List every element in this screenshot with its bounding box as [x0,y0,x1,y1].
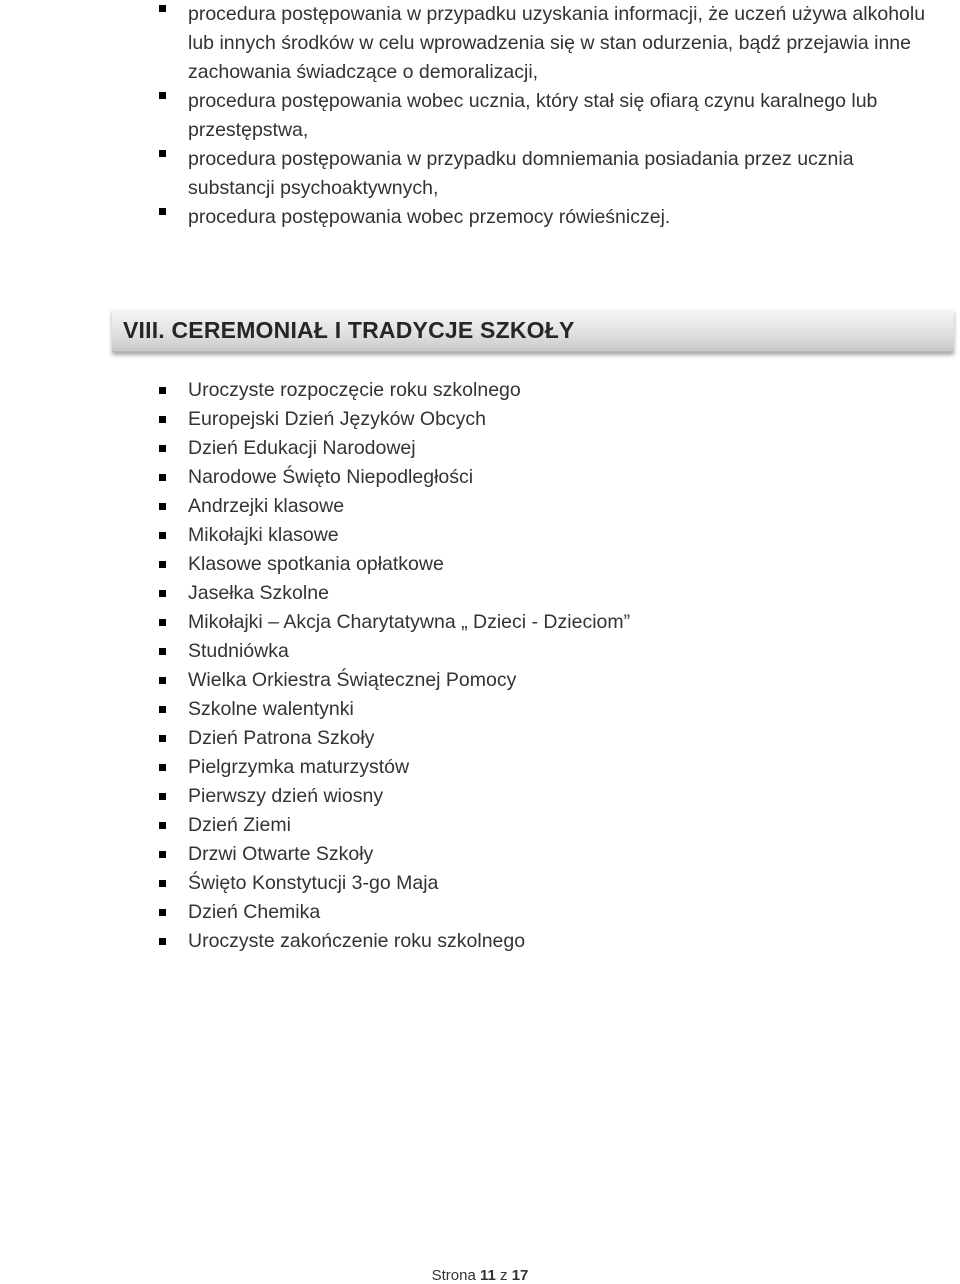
section-header [112,309,954,352]
list-item [158,521,928,550]
list-item-text: Mikołajki klasowe [188,524,339,546]
square-bullet-icon [159,92,166,99]
square-bullet-icon [159,851,166,858]
square-bullet-icon [159,387,166,394]
list-item-text: Dzień Edukacji Narodowej [188,437,416,459]
list-item-text: Szkolne walentynki [188,698,354,720]
square-bullet-icon [159,474,166,481]
list-item-text: Dzień Chemika [188,901,321,923]
list-item-text: Uroczyste rozpoczęcie roku szkolnego [188,379,521,401]
square-bullet-icon [159,822,166,829]
square-bullet-icon [159,445,166,452]
square-bullet-icon [159,880,166,887]
list-item [158,840,928,869]
footer-prefix: Strona [431,1267,476,1284]
list-item [158,898,928,927]
list-item-text: Studniówka [188,640,289,662]
list-item-text: Dzień Patrona Szkoły [188,727,375,749]
list-item [158,550,928,579]
square-bullet-icon [159,590,166,597]
list-item-text: Klasowe spotkania opłatkowe [188,553,444,575]
list-item [158,666,928,695]
square-bullet-icon [159,677,166,684]
list-item [158,463,928,492]
footer-of: z [500,1267,508,1284]
list-item [158,724,928,753]
list-item [158,927,928,956]
list-item [158,579,928,608]
list-item [158,405,928,434]
square-bullet-icon [159,648,166,655]
list-item-text: procedura postępowania w przypadku domniemania posiadania przez ucznia substancji psychoaktywnych, [188,148,854,199]
square-bullet-icon [159,503,166,510]
list-item-text: procedura postępowania wobec przemocy rówieśniczej. [188,206,671,228]
list-item [158,0,928,87]
square-bullet-icon [159,561,166,568]
procedures-list [158,0,928,232]
list-item-text: Mikołajki – Akcja Charytatywna „ Dzieci - Dzieciom” [188,611,631,633]
list-item [158,608,928,637]
list-item [158,434,928,463]
section-title: VIII. CEREMONIAŁ I TRADYCJE SZKOŁY [123,317,575,343]
list-item-text: Jasełka Szkolne [188,582,329,604]
list-item-text: Pierwszy dzień wiosny [188,785,384,807]
list-item [158,492,928,521]
square-bullet-icon [159,735,166,742]
square-bullet-icon [159,938,166,945]
list-item-text: Narodowe Święto Niepodległości [188,466,474,488]
square-bullet-icon [159,532,166,539]
list-item [158,753,928,782]
list-item [158,637,928,666]
footer-page-total: 17 [511,1267,529,1284]
footer-page-number: 11 [479,1267,496,1284]
square-bullet-icon [159,150,166,157]
list-item-text: Uroczyste zakończenie roku szkolnego [188,930,526,952]
square-bullet-icon [159,706,166,713]
square-bullet-icon [159,208,166,215]
traditions-list [158,376,928,956]
list-item [158,376,928,405]
list-item-text: procedura postępowania wobec ucznia, który stał się ofiarą czynu karalnego lub przestępstwa, [188,90,878,141]
square-bullet-icon [159,764,166,771]
square-bullet-icon [159,416,166,423]
list-item-text: Dzień Ziemi [188,814,291,836]
page-footer [0,1267,960,1284]
list-item [158,782,928,811]
list-item [158,145,928,203]
square-bullet-icon [159,5,166,12]
list-item-text: Europejski Dzień Języków Obcych [188,408,487,430]
list-item [158,695,928,724]
square-bullet-icon [159,619,166,626]
list-item [158,87,928,145]
square-bullet-icon [159,793,166,800]
list-item-text: Wielka Orkiestra Świątecznej Pomocy [188,669,517,691]
square-bullet-icon [159,909,166,916]
list-item [158,869,928,898]
list-item [158,203,928,232]
list-item-text: procedura postępowania w przypadku uzyskania informacji, że uczeń używa alkoholu lub innych środków w celu wprowadzenia się w stan odurzenia, bądź przejawia inne zachowania świadczące o demoralizacji, [188,3,926,83]
list-item [158,811,928,840]
list-item-text: Święto Konstytucji 3-go Maja [188,872,439,894]
list-item-text: Pielgrzymka maturzystów [188,756,410,778]
list-item-text: Andrzejki klasowe [188,495,345,517]
list-item-text: Drzwi Otwarte Szkoły [188,843,374,865]
